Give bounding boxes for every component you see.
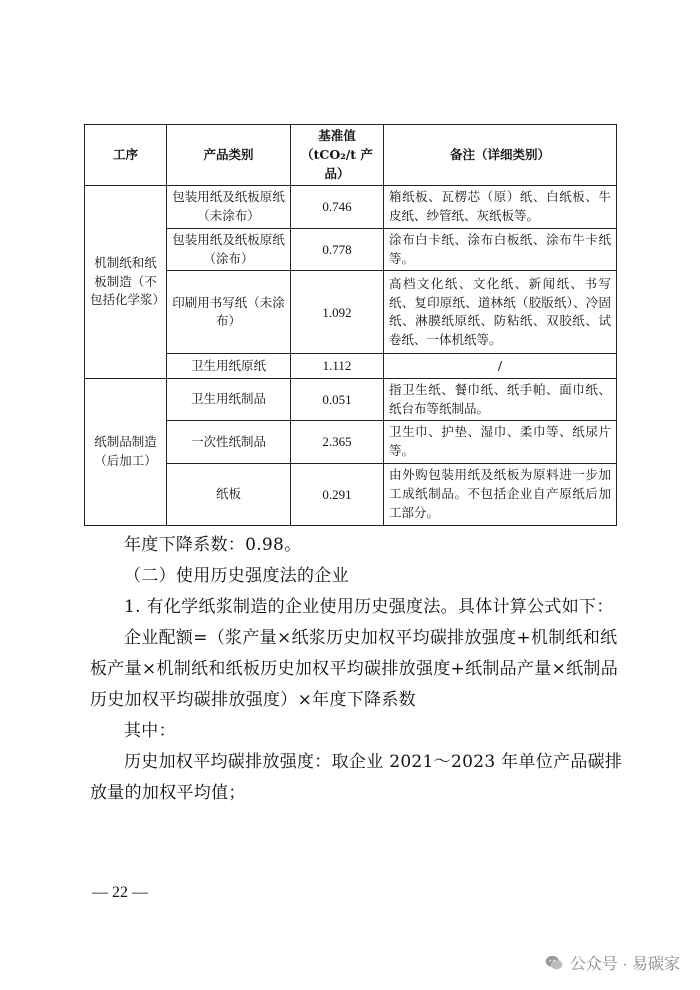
notes-cell: / [384, 354, 617, 379]
notes-cell: 箱纸板、瓦楞芯（原）纸、白纸板、牛皮纸、纱管纸、灰纸板等。 [384, 186, 617, 229]
table-row [85, 186, 617, 229]
value-cell: 0.778 [291, 228, 384, 271]
header-notes: 备注（详细类别） [384, 125, 617, 186]
item-1-paragraph: 1. 有化学纸浆制造的企业使用历史强度法。具体计算公式如下： [124, 597, 614, 617]
header-process: 工序 [85, 125, 167, 186]
category-cell: 卫生用纸原纸 [167, 354, 291, 379]
value-cell: 1.112 [291, 354, 384, 379]
process-cell: 纸制品制造（后加工） [85, 378, 167, 525]
notes-cell: 涂布白卡纸、涂布白板纸、涂布牛卡纸等。 [384, 228, 617, 271]
page-number: — 22 — [92, 884, 148, 901]
category-cell: 印刷用书写纸（未涂布） [167, 271, 291, 354]
category-cell: 包装用纸及纸板原纸（涂布） [167, 228, 291, 271]
wechat-icon [544, 953, 564, 973]
notes-cell: 由外购包装用纸及纸板为原料进一步加工成纸制品。不包括企业自产原纸后加工部分。 [384, 463, 617, 525]
body-text [90, 530, 630, 809]
header-category: 产品类别 [167, 125, 291, 186]
watermark-text: 公众号 · 易碳家 [569, 956, 680, 973]
formula-paragraph: 企业配额=（浆产量×纸浆历史加权平均碳排放强度+机制纸和纸板产量×机制纸和纸板历史加权平均碳排放强度+纸制品产量×纸制品历史加权平均碳排放强度）×年度下降系数 [90, 628, 619, 710]
table-header-row [85, 125, 617, 186]
notes-cell: 指卫生纸、餐巾纸、纸手帕、面巾纸、纸台布等纸制品。 [384, 378, 617, 421]
benchmark-table [84, 124, 617, 526]
notes-cell: 高档文化纸、文化纸、新闻纸、书写纸、复印原纸、道林纸（胶版纸）、冷固纸、淋膜纸原纸、防粘纸、双胶纸、试卷纸、一体机纸等。 [384, 271, 617, 354]
value-cell: 0.051 [291, 378, 384, 421]
category-cell: 卫生用纸制品 [167, 378, 291, 421]
process-cell: 机制纸和纸板制造（不包括化学浆） [85, 186, 167, 379]
watermark [544, 951, 680, 974]
header-value: 基准值（tCO₂/t 产品） [291, 125, 384, 186]
value-cell: 1.092 [291, 271, 384, 354]
value-cell: 2.365 [291, 421, 384, 464]
notes-cell: 卫生巾、护垫、湿巾、柔巾等、纸尿片等。 [384, 421, 617, 464]
decline-coefficient: 年度下降系数：0.98。 [124, 535, 302, 555]
table-row [85, 378, 617, 421]
value-cell: 0.746 [291, 186, 384, 229]
value-cell: 0.291 [291, 463, 384, 525]
definition-paragraph: 历史加权平均碳排放强度：取企业 2021～2023 年单位产品碳排放量的加权平均值； [90, 752, 623, 803]
category-cell: 包装用纸及纸板原纸（未涂布） [167, 186, 291, 229]
where-label: 其中： [124, 721, 176, 741]
category-cell: 一次性纸制品 [167, 421, 291, 464]
section-heading: （二）使用历史强度法的企业 [124, 566, 349, 586]
category-cell: 纸板 [167, 463, 291, 525]
